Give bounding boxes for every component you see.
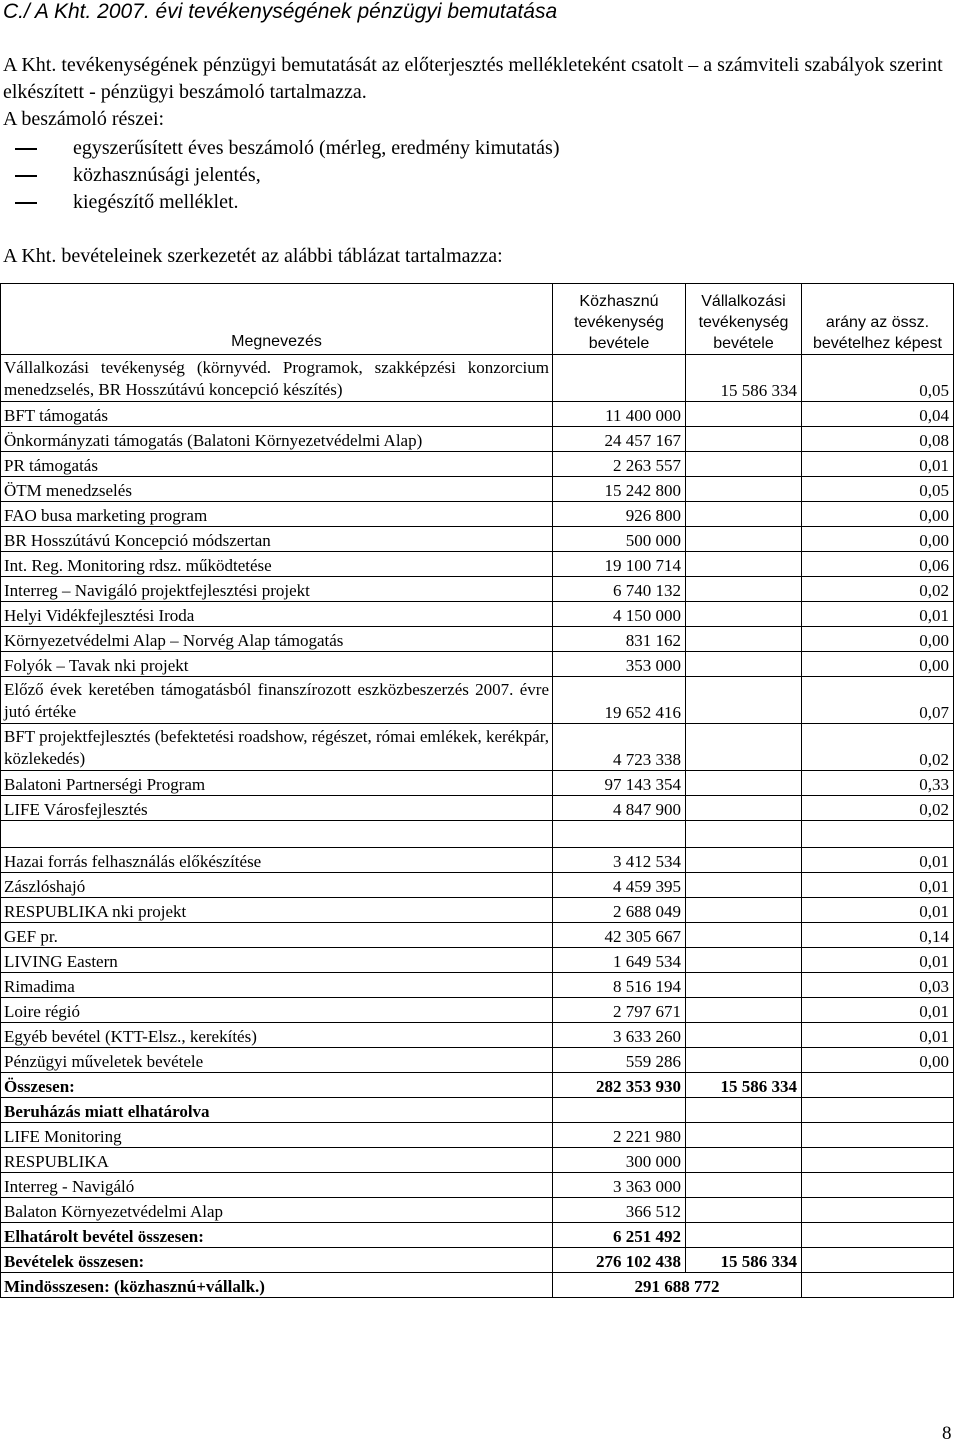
row-business [686, 1223, 802, 1248]
row-public: 2 221 980 [553, 1123, 686, 1148]
row-name: Beruházás miatt elhatárolva [1, 1098, 553, 1123]
row-business [686, 1198, 802, 1223]
table-row [1, 402, 954, 427]
table-row [1, 873, 954, 898]
row-business [686, 627, 802, 652]
section-heading: C./ A Kht. 2007. évi tevékenységének pénzügyi bemutatása [3, 0, 558, 23]
table-row [1, 1173, 954, 1198]
dash-bullet-icon [15, 175, 37, 177]
row-name: Egyéb bevétel (KTT-Elsz., kerekítés) [1, 1023, 553, 1048]
table-row [1, 1248, 954, 1273]
row-public: 4 150 000 [553, 602, 686, 627]
row-ratio: 0,02 [802, 724, 954, 771]
row-ratio [802, 1198, 954, 1223]
row-business [686, 1023, 802, 1048]
row-ratio: 0,01 [802, 998, 954, 1023]
row-business [686, 602, 802, 627]
table-row [1, 677, 954, 724]
row-ratio [802, 1223, 954, 1248]
table-row [1, 627, 954, 652]
row-public: 2 688 049 [553, 898, 686, 923]
row-business: 15 586 334 [686, 1073, 802, 1098]
row-public: 3 633 260 [553, 1023, 686, 1048]
row-name: ÖTM menedzselés [1, 477, 553, 502]
header-public: Közhasznú tevékenység bevétele [553, 284, 686, 355]
row-ratio: 0,01 [802, 452, 954, 477]
row-name: Mindösszesen: (közhasznú+vállalk.) [1, 1273, 553, 1298]
table-row [1, 502, 954, 527]
table-row [1, 452, 954, 477]
header-business: Vállalkozási tevékenység bevétele [686, 284, 802, 355]
table-row [1, 973, 954, 998]
row-name: GEF pr. [1, 923, 553, 948]
row-ratio [802, 1248, 954, 1273]
row-business [686, 923, 802, 948]
row-public: 97 143 354 [553, 771, 686, 796]
row-ratio: 0,04 [802, 402, 954, 427]
row-business [686, 677, 802, 724]
row-business [686, 577, 802, 602]
row-public: 831 162 [553, 627, 686, 652]
table-row [1, 848, 954, 873]
row-business [686, 1148, 802, 1173]
row-ratio [802, 1273, 954, 1298]
row-ratio [802, 1173, 954, 1198]
row-business [686, 998, 802, 1023]
row-ratio: 0,03 [802, 973, 954, 998]
row-public: 4 723 338 [553, 724, 686, 771]
table-row [1, 1023, 954, 1048]
row-business [686, 1173, 802, 1198]
table-row [1, 427, 954, 452]
table-row [1, 577, 954, 602]
row-business [686, 527, 802, 552]
row-name: Előző évek keretében támogatásból finanszírozott eszközbeszerzés 2007. évre jutó értéke [1, 677, 553, 724]
row-ratio: 0,00 [802, 1048, 954, 1073]
table-row [1, 898, 954, 923]
table-row [1, 1273, 954, 1298]
row-name: Összesen: [1, 1073, 553, 1098]
row-name: Helyi Vidékfejlesztési Iroda [1, 602, 553, 627]
row-name: Balatoni Partnerségi Program [1, 771, 553, 796]
parts-title: A beszámoló részei: [3, 108, 165, 130]
row-public: 282 353 930 [553, 1073, 686, 1098]
table-row [1, 771, 954, 796]
row-public: 276 102 438 [553, 1248, 686, 1273]
row-business [686, 898, 802, 923]
row-public: 3 412 534 [553, 848, 686, 873]
row-ratio: 0,05 [802, 477, 954, 502]
row-public: 366 512 [553, 1198, 686, 1223]
row-ratio: 0,08 [802, 427, 954, 452]
row-public: 4 847 900 [553, 796, 686, 821]
row-name: Balaton Környezetvédelmi Alap [1, 1198, 553, 1223]
list-item-text: egyszerűsített éves beszámoló (mérleg, eredmény kimutatás) [73, 137, 560, 159]
list-item [3, 162, 955, 189]
row-public: 11 400 000 [553, 402, 686, 427]
row-public: 300 000 [553, 1148, 686, 1173]
row-public: 2 797 671 [553, 998, 686, 1023]
revenue-table [0, 283, 954, 1298]
row-name: Elhatárolt bevétel összesen: [1, 1223, 553, 1248]
row-name: BFT projektfejlesztés (befektetési roadshow, régészet, római emlékek, kerékpár, közlekedés) [1, 724, 553, 771]
row-business [686, 427, 802, 452]
row-combined-total: 291 688 772 [553, 1273, 802, 1298]
row-name: BFT támogatás [1, 402, 553, 427]
row-business [686, 1098, 802, 1123]
table-row [1, 948, 954, 973]
row-business [686, 771, 802, 796]
row-public: 42 305 667 [553, 923, 686, 948]
row-business [686, 1048, 802, 1073]
row-public: 6 740 132 [553, 577, 686, 602]
row-name: Int. Reg. Monitoring rdsz. működtetése [1, 552, 553, 577]
dash-bullet-icon [15, 148, 37, 150]
row-ratio: 0,05 [802, 355, 954, 402]
row-business [686, 1123, 802, 1148]
intro-text [3, 52, 955, 270]
row-public: 8 516 194 [553, 973, 686, 998]
row-ratio: 0,01 [802, 848, 954, 873]
list-item-text: közhasznúsági jelentés, [73, 164, 261, 186]
row-ratio: 0,33 [802, 771, 954, 796]
row-ratio: 0,02 [802, 796, 954, 821]
table-row [1, 552, 954, 577]
table-row [1, 1048, 954, 1073]
row-name: PR támogatás [1, 452, 553, 477]
row-name: Környezetvédelmi Alap – Norvég Alap támogatás [1, 627, 553, 652]
table-row [1, 724, 954, 771]
row-business [686, 724, 802, 771]
row-business [686, 402, 802, 427]
row-ratio [802, 1148, 954, 1173]
row-business [686, 948, 802, 973]
row-name: RESPUBLIKA [1, 1148, 553, 1173]
row-public: 353 000 [553, 652, 686, 677]
row-public: 1 649 534 [553, 948, 686, 973]
row-name: Önkormányzati támogatás (Balatoni Környezetvédelmi Alap) [1, 427, 553, 452]
row-business [686, 477, 802, 502]
row-business [686, 848, 802, 873]
row-name: Folyók – Tavak nki projekt [1, 652, 553, 677]
row-ratio: 0,00 [802, 527, 954, 552]
row-ratio [802, 1073, 954, 1098]
row-name: LIVING Eastern [1, 948, 553, 973]
header-ratio: arány az össz. bevételhez képest [802, 284, 954, 355]
row-name: FAO busa marketing program [1, 502, 553, 527]
row-ratio: 0,00 [802, 502, 954, 527]
table-row [1, 477, 954, 502]
row-ratio: 0,01 [802, 1023, 954, 1048]
table-row [1, 1073, 954, 1098]
row-public [553, 1098, 686, 1123]
row-business [686, 502, 802, 527]
row-name: Rimadima [1, 973, 553, 998]
row-business [686, 796, 802, 821]
row-name: Hazai forrás felhasználás előkészítése [1, 848, 553, 873]
row-business [686, 873, 802, 898]
spacer-row [1, 821, 954, 848]
row-ratio: 0,02 [802, 577, 954, 602]
row-public [553, 355, 686, 402]
row-ratio: 0,07 [802, 677, 954, 724]
row-business [686, 973, 802, 998]
row-business [686, 452, 802, 477]
row-business [686, 652, 802, 677]
row-public: 19 652 416 [553, 677, 686, 724]
table-row [1, 1198, 954, 1223]
row-name: Pénzügyi műveletek bevétele [1, 1048, 553, 1073]
row-public: 500 000 [553, 527, 686, 552]
table-row [1, 1148, 954, 1173]
row-ratio [802, 1098, 954, 1123]
row-ratio: 0,01 [802, 873, 954, 898]
row-public: 6 251 492 [553, 1223, 686, 1248]
row-ratio: 0,01 [802, 948, 954, 973]
row-business: 15 586 334 [686, 1248, 802, 1273]
row-name: BR Hosszútávú Koncepció módszertan [1, 527, 553, 552]
table-row [1, 998, 954, 1023]
table-header-row [1, 284, 954, 355]
page-number: 8 [942, 1423, 952, 1444]
table-row [1, 1123, 954, 1148]
table-row [1, 527, 954, 552]
row-name: Loire régió [1, 998, 553, 1023]
structure-intro: A Kht. bevételeinek szerkezetét az alábbi táblázat tartalmazza: [3, 245, 503, 267]
row-ratio [802, 1123, 954, 1148]
row-name: LIFE Monitoring [1, 1123, 553, 1148]
row-name: Bevételek összesen: [1, 1248, 553, 1273]
row-public: 3 363 000 [553, 1173, 686, 1198]
table-row [1, 796, 954, 821]
dash-bullet-icon [15, 202, 37, 204]
row-public: 24 457 167 [553, 427, 686, 452]
row-business: 15 586 334 [686, 355, 802, 402]
list-item [3, 135, 955, 162]
row-public: 15 242 800 [553, 477, 686, 502]
table-row [1, 602, 954, 627]
row-public: 19 100 714 [553, 552, 686, 577]
row-public: 4 459 395 [553, 873, 686, 898]
row-ratio: 0,00 [802, 627, 954, 652]
table-row [1, 652, 954, 677]
row-public: 2 263 557 [553, 452, 686, 477]
row-name: Vállalkozási tevékenység (környvéd. Programok, szakképzési konzorcium menedzselés, BR Hosszútávú koncepció készítés) [1, 355, 553, 402]
list-item [3, 189, 955, 216]
row-name: Interreg - Navigáló [1, 1173, 553, 1198]
row-ratio: 0,06 [802, 552, 954, 577]
table-row [1, 1098, 954, 1123]
row-ratio: 0,01 [802, 898, 954, 923]
row-ratio: 0,14 [802, 923, 954, 948]
list-item-text: kiegészítő melléklet. [73, 191, 239, 213]
parts-list [3, 135, 955, 216]
row-ratio: 0,01 [802, 602, 954, 627]
header-name: Megnevezés [1, 284, 553, 355]
row-name: LIFE Városfejlesztés [1, 796, 553, 821]
row-ratio: 0,00 [802, 652, 954, 677]
row-name: RESPUBLIKA nki projekt [1, 898, 553, 923]
row-business [686, 552, 802, 577]
intro-paragraph: A Kht. tevékenységének pénzügyi bemutatását az előterjesztés mellékleteként csatolt – a számviteli szabályok szerint elkészített - pénzügyi beszámoló tartalmazza. [3, 54, 943, 103]
table-row [1, 355, 954, 402]
row-name: Zászlóshajó [1, 873, 553, 898]
table-row [1, 923, 954, 948]
table-row [1, 1223, 954, 1248]
row-public: 926 800 [553, 502, 686, 527]
row-name: Interreg – Navigáló projektfejlesztési projekt [1, 577, 553, 602]
row-public: 559 286 [553, 1048, 686, 1073]
